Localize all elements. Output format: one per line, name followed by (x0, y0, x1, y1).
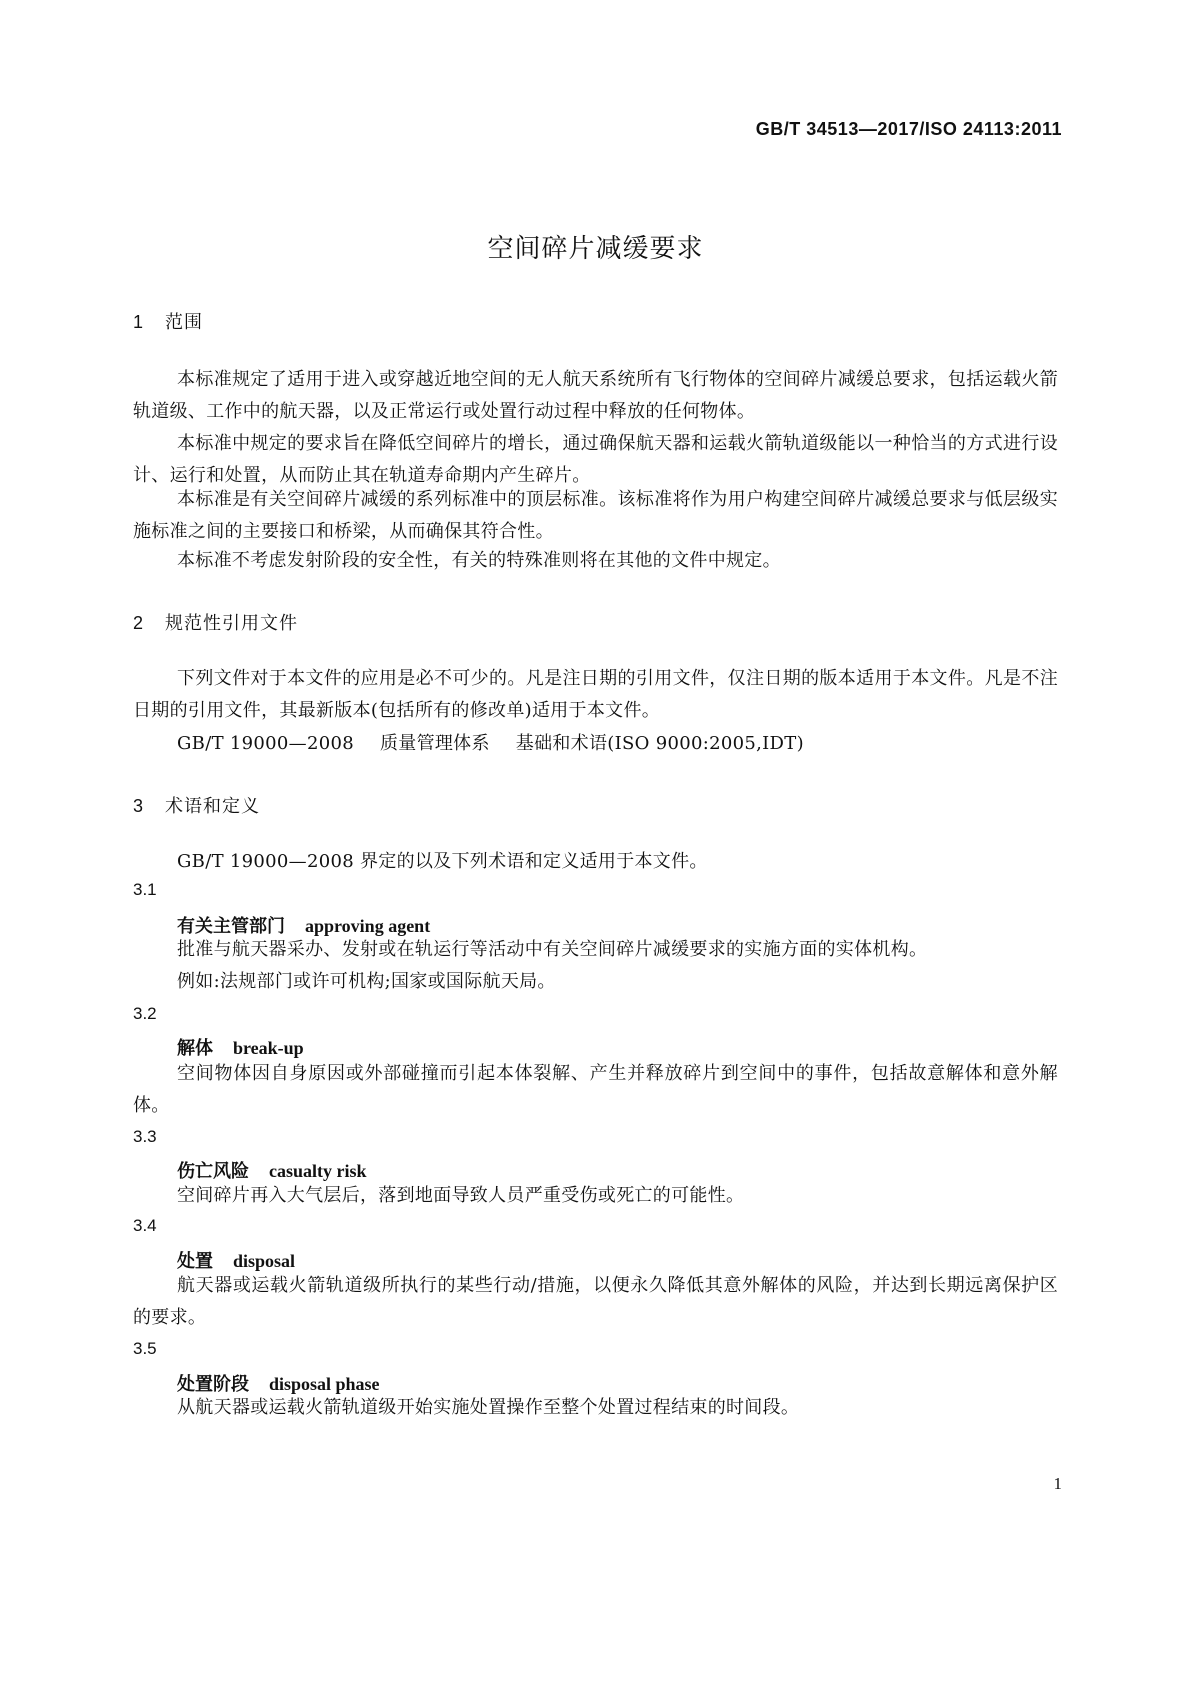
references-paragraph: 下列文件对于本文件的应用是必不可少的。凡是注日期的引用文件，仅注日期的版本适用于本文件。凡是不注日期的引用文件，其最新版本(包括所有的修改单)适用于本文件。 (133, 668, 1058, 721)
term-zh: 处置 (177, 1251, 213, 1272)
section-title: 范围 (165, 312, 203, 333)
section-number: 3 (133, 796, 145, 816)
reference-subtitle: 基础和术语(ISO 9000:2005,IDT) (515, 733, 804, 754)
section-heading-normative-references (133, 609, 298, 635)
term-number: 3.4 (133, 1216, 157, 1235)
term-name (177, 1034, 304, 1060)
reference-entry (177, 728, 1057, 760)
term-zh: 处置阶段 (177, 1374, 249, 1395)
term-en: approving agent (305, 916, 431, 936)
term-en: casualty risk (269, 1161, 367, 1181)
section-heading-terms (133, 792, 260, 818)
term-en: disposal phase (269, 1374, 380, 1394)
reference-name: 质量管理体系 (379, 733, 490, 754)
scope-paragraph: 本标准是有关空间碎片减缓的系列标准中的顶层标准。该标准将作为用户构建空间碎片减缓总要求与低层级实施标准之间的主要接口和桥梁，从而确保其符合性。 (133, 489, 1058, 542)
standard-code: GB/T 34513—2017/ISO 24113:2011 (755, 119, 1062, 139)
term-number: 3.3 (133, 1127, 157, 1146)
term-example: 例如:法规部门或许可机构;国家或国际航天局。 (177, 971, 556, 992)
term-number: 3.1 (133, 880, 157, 899)
term-zh: 解体 (177, 1038, 213, 1059)
term-zh: 有关主管部门 (177, 916, 285, 937)
scope-paragraph: 本标准规定了适用于进入或穿越近地空间的无人航天系统所有飞行物体的空间碎片减缓总要求，包括运载火箭轨道级、工作中的航天器，以及正常运行或处置行动过程中释放的任何物体。 (133, 369, 1058, 422)
section-title: 规范性引用文件 (165, 613, 298, 634)
page-number: 1 (1053, 1474, 1062, 1493)
term-definition: 批准与航天器采办、发射或在轨运行等活动中有关空间碎片减缓要求的实施方面的实体机构。 (177, 939, 928, 960)
scope-paragraph: 本标准不考虑发射阶段的安全性，有关的特殊准则将在其他的文件中规定。 (177, 550, 781, 571)
section-title: 术语和定义 (165, 796, 260, 817)
section-heading-scope (133, 308, 203, 334)
section-number: 2 (133, 613, 145, 633)
term-number: 3.5 (133, 1339, 157, 1358)
term-definition: 空间碎片再入大气层后，落到地面导致人员严重受伤或死亡的可能性。 (177, 1185, 745, 1206)
term-en: break-up (233, 1038, 304, 1058)
terms-intro: GB/T 19000—2008 界定的以及下列术语和定义适用于本文件。 (177, 851, 708, 872)
term-definition: 航天器或运载火箭轨道级所执行的某些行动/措施，以便永久降低其意外解体的风险，并达到长期远离保护区的要求。 (133, 1275, 1058, 1328)
reference-code: GB/T 19000—2008 (177, 733, 354, 754)
term-definition: 从航天器或运载火箭轨道级开始实施处置操作至整个处置过程结束的时间段。 (177, 1397, 800, 1418)
section-number: 1 (133, 312, 145, 332)
term-en: disposal (233, 1251, 296, 1271)
term-definition: 空间物体因自身原因或外部碰撞而引起本体裂解、产生并释放碎片到空间中的事件，包括故意解体和意外解体。 (133, 1063, 1058, 1116)
term-zh: 伤亡风险 (177, 1161, 249, 1182)
scope-paragraph: 本标准中规定的要求旨在降低空间碎片的增长，通过确保航天器和运载火箭轨道级能以一种恰当的方式进行设计、运行和处置，从而防止其在轨道寿命期内产生碎片。 (133, 433, 1058, 486)
document-title: 空间碎片减缓要求 (487, 234, 704, 264)
term-number: 3.2 (133, 1004, 157, 1023)
